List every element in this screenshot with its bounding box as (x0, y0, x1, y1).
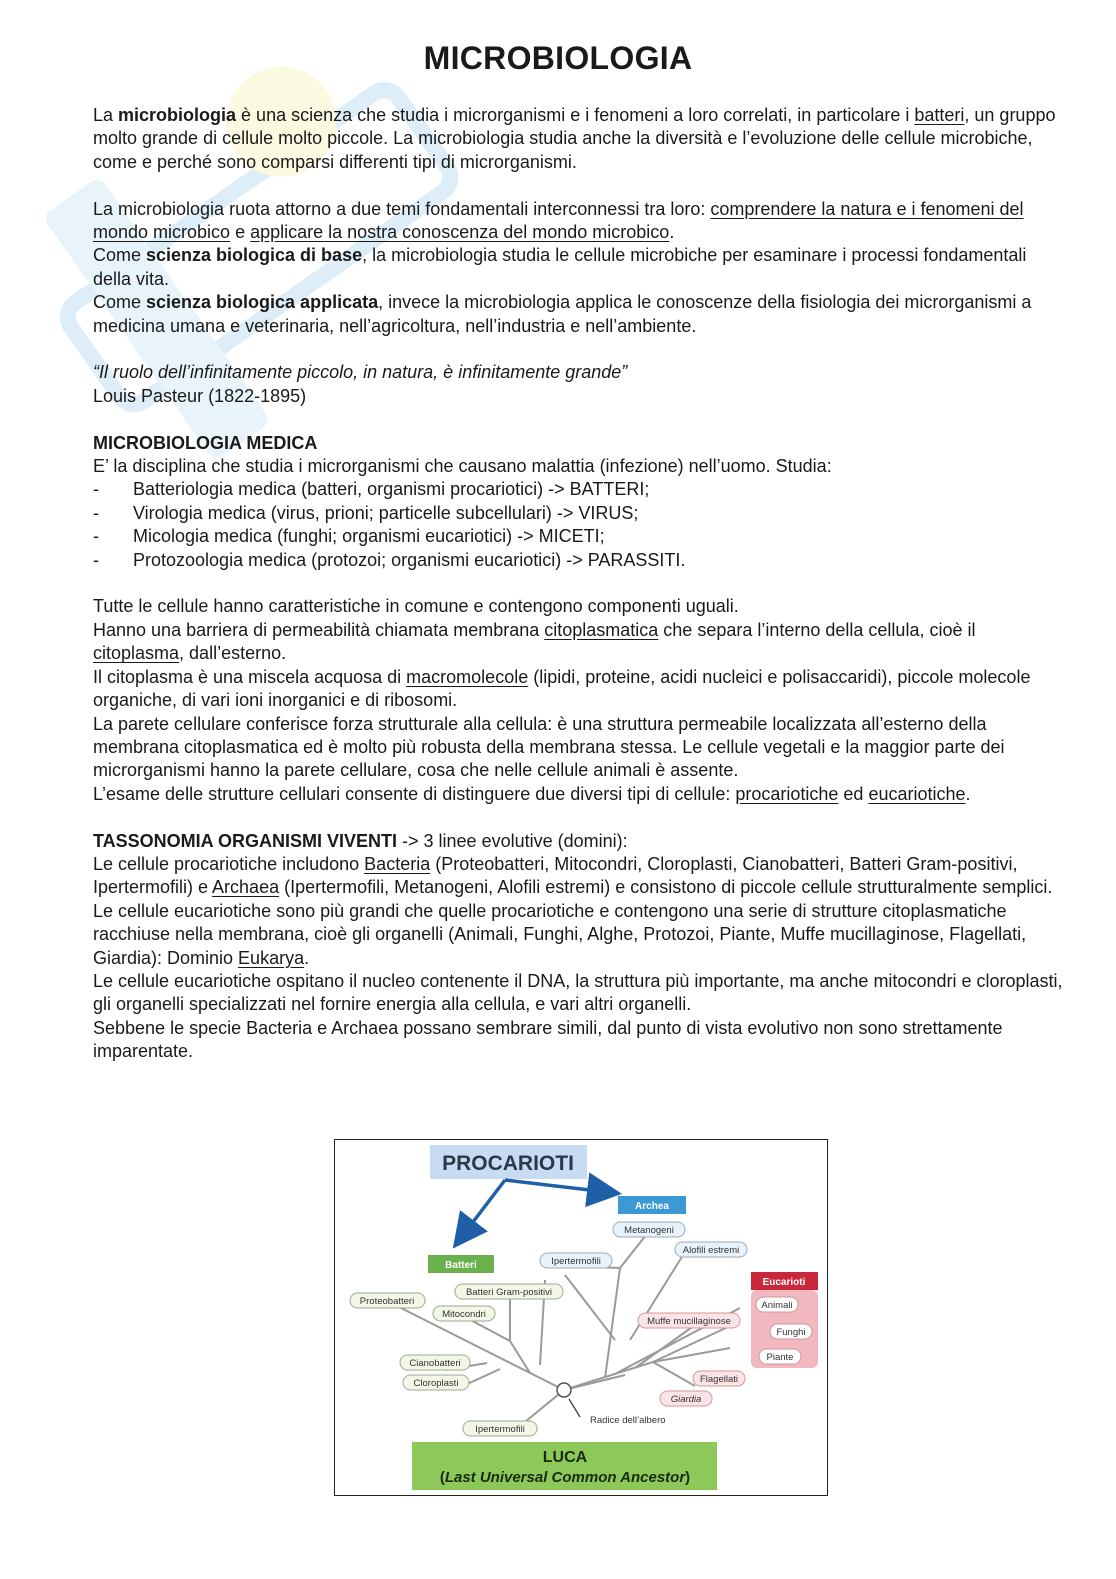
cells-paragraph-2: Hanno una barriera di permeabilità chiamata membrana citoplasmatica che separa l’interno della cellula, cioè il citoplasma, dall’esterno. (93, 619, 976, 664)
list-item: - Micologia medica (funghi; organismi eucariotici) -> MICETI; (93, 526, 605, 547)
phylogenetic-tree-svg (335, 1140, 828, 1496)
luca-subtitle: (Last Universal Common Ancestor) (439, 1469, 691, 1486)
basic-science-paragraph: Come scienza biologica di base, la microbiologia studia le cellule microbiche per esaminare i processi fondamentali della vita. (93, 245, 1027, 289)
animali-label: Animali (761, 1300, 793, 1311)
eucarioti-label: Eucarioti (762, 1277, 806, 1288)
taxonomy-paragraph-1: Le cellule procariotiche includono Bacteria (Proteobatteri, Mitocondri, Cloroplasti, Cianobatteri, Batteri Gram-positivi, Ipertermofili) e Archaea (Ipertermofili, Metanogeni, Alofili estremi) e consistono di piccole cellule strutturalmente semplici. (93, 853, 1053, 898)
muffe-label: Muffe mucillaginose (647, 1316, 731, 1327)
giardia-label: Giardia (670, 1394, 702, 1405)
arrow-to-batteri (457, 1180, 505, 1243)
tree-labels (350, 1222, 812, 1436)
batteri-label: Batteri (445, 1260, 477, 1271)
cells-paragraph-5: L’esame delle strutture cellulari consente di distinguere due diversi tipi di cellule: procariotiche ed eucariotiche. (93, 783, 971, 804)
root-pointer-arrow (569, 1399, 580, 1417)
gram-positivi-label: Batteri Gram-positivi (465, 1287, 553, 1298)
taxonomy-heading: TASSONOMIA ORGANISMI VIVENTI -> 3 linee evolutive (domini): (93, 830, 628, 851)
cianobatteri-label: Cianobatteri (409, 1358, 461, 1369)
procarioti-label: PROCARIOTI (442, 1152, 574, 1175)
cloroplasti-label: Cloroplasti (413, 1378, 459, 1389)
document-body (93, 104, 1068, 1064)
metanogeni-label: Metanogeni (624, 1225, 674, 1236)
term-batteri: batteri (914, 105, 965, 125)
luca-title: LUCA (542, 1449, 588, 1466)
applied-science-paragraph: Come scienza biologica applicata, invece la microbiologia applica le conoscenze della fisiologia dei microrganismi a medicina umana e veterinaria, nell’agricoltura, nell’industria e nell’ambiente. (93, 292, 1032, 336)
medical-heading: MICROBIOLOGIA MEDICA (93, 432, 318, 453)
arrow-to-archea (505, 1180, 615, 1193)
quote-author: Louis Pasteur (1822-1895) (93, 385, 307, 406)
cells-paragraph-4: La parete cellulare conferisce forza strutturale alla cellula: è una struttura permeabile localizzata all’esterno della membrana citoplasmatica ed è molto più robusta della membrana stessa. Le cellule vegetali e la maggior parte dei microrganismi hanno la parete cellulare, cosa che nelle cellule animali è assente. (93, 713, 1005, 781)
radice-label: Radice dell’albero (590, 1415, 666, 1426)
themes-paragraph: La microbiologia ruota attorno a due temi fondamentali interconnessi tra loro: comprendere la natura e i fenomeni del mondo microbico e applicare la nostra conoscenza del mondo microbico. (93, 198, 1024, 243)
piante-label: Piante (766, 1352, 794, 1363)
mitocondri-label: Mitocondri (442, 1309, 486, 1320)
funghi-label: Funghi (776, 1327, 806, 1338)
ipertermofili-batteri-label: Ipertermofili (475, 1424, 525, 1435)
taxonomy-paragraph-2: Le cellule eucariotiche sono più grandi che quelle procariotiche e contengono una serie di strutture citoplasmatiche racchiuse nella membrana, cioè gli organelli (Animali, Funghi, Alghe, Protozoi, Piante, Muffe mucillaginose, Flagellati, Giardia): Dominio Eukarya. (93, 900, 1027, 968)
tree-root-node (557, 1383, 571, 1397)
ipertermofili-archea-label: Ipertermofili (551, 1256, 601, 1267)
list-item: - Virologia medica (virus, prioni; particelle subcellulari) -> VIRUS; (93, 502, 639, 523)
intro-paragraph: La microbiologia è una scienza che studia i microrganismi e i fenomeni a loro correlati, in particolare i batteri, un gruppo molto grande di cellule molto piccole. La microbiologia studia anche la diversità e l’evoluzione delle cellule microbiche, come e perché sono comparsi differenti tipi di microrganismi. (93, 105, 1056, 172)
alofili-label: Alofili estremi (682, 1245, 740, 1256)
quote-text: “Il ruolo dell’infinitamente piccolo, in natura, è infinitamente grande” (93, 362, 628, 383)
list-item: - Protozoologia medica (protozoi; organismi eucariotici) -> PARASSITI. (93, 549, 686, 570)
cells-paragraph-1: Tutte le cellule hanno caratteristiche in comune e contengono componenti uguali. (93, 596, 739, 617)
list-item: - Batteriologia medica (batteri, organismi procariotici) -> BATTERI; (93, 479, 650, 500)
archea-label: Archea (635, 1201, 669, 1212)
taxonomy-paragraph-4: Sebbene le specie Bacteria e Archaea possano sembrare simili, dal punto di vista evolutivo non sono strettamente imparentate. (93, 1017, 1003, 1062)
taxonomy-paragraph-3: Le cellule eucariotiche ospitano il nucleo contenente il DNA, la struttura più importante, ma anche mitocondri e cloroplasti, gli organelli specializzati nel fornire energia alla cellula, e vari altri organelli. (93, 970, 1063, 1015)
phylogenetic-tree-figure (334, 1139, 828, 1496)
flagellati-label: Flagellati (699, 1374, 739, 1385)
medical-intro: E’ la disciplina che studia i microrganismi che causano malattia (infezione) nell’uomo. Studia: (93, 456, 832, 477)
cells-paragraph-3: Il citoplasma è una miscela acquosa di macromolecole (lipidi, proteine, acidi nucleici e polisaccaridi), piccole molecole organiche, di vari ioni inorganici e di ribosomi. (93, 666, 1031, 711)
page-title: MICROBIOLOGIA (423, 40, 693, 76)
proteobatteri-label: Proteobatteri (359, 1296, 415, 1307)
